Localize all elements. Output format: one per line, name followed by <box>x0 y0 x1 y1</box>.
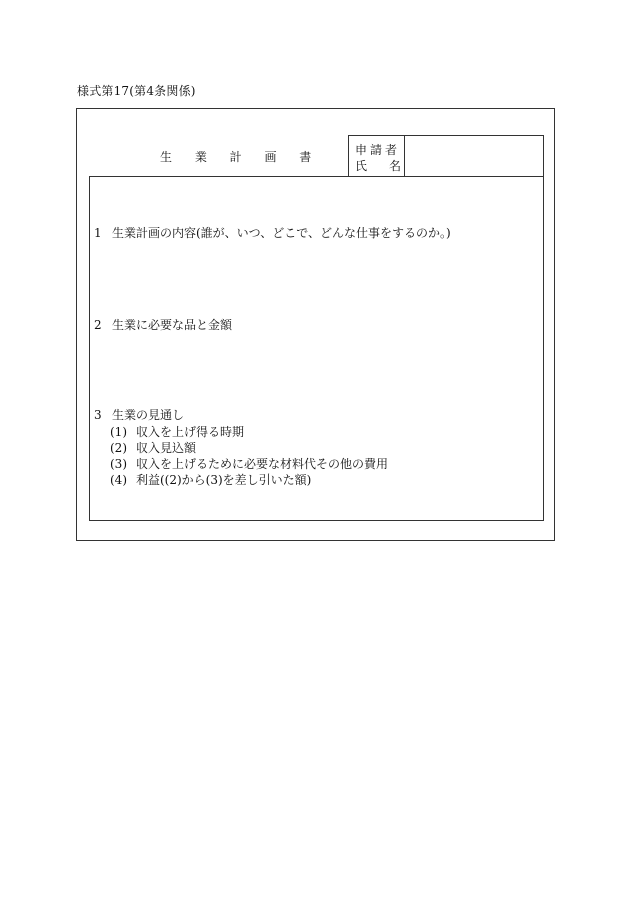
item-label: 収入見込額 <box>136 441 197 455</box>
item-label: 収入を上げ得る時期 <box>136 425 245 439</box>
section-label: 生業の見通し <box>112 408 185 422</box>
applicant-name-field[interactable] <box>405 136 543 176</box>
section-label: 生業計画の内容(誰が、いつ、どこで、どんな仕事をするのか。) <box>112 226 451 240</box>
name-label: 氏名 <box>355 159 424 173</box>
section-2-heading <box>94 316 232 333</box>
applicant-label-cell <box>349 136 424 176</box>
item-number: (2) <box>110 441 127 455</box>
form-number: 様式第17(第4条関係) <box>77 84 196 98</box>
section-1-heading <box>94 224 451 241</box>
applicant-box <box>348 135 544 177</box>
applicant-label: 申請者 <box>355 143 401 157</box>
item-number: (1) <box>110 425 127 439</box>
section-3-item <box>110 439 196 456</box>
section-number: 1 <box>94 226 102 240</box>
document-title: 生 業 計 画 書 <box>160 150 321 164</box>
section-3-heading <box>94 406 184 423</box>
item-number: (3) <box>110 457 127 471</box>
item-number: (4) <box>110 473 127 487</box>
section-3-item <box>110 455 388 472</box>
item-label: 収入を上げるために必要な材料代その他の費用 <box>136 457 389 471</box>
item-label: 利益((2)から(3)を差し引いた額) <box>136 473 312 487</box>
section-number: 3 <box>94 408 102 422</box>
section-label: 生業に必要な品と金額 <box>112 318 233 332</box>
section-number: 2 <box>94 318 102 332</box>
section-3-item <box>110 471 311 488</box>
section-3-item <box>110 423 244 440</box>
